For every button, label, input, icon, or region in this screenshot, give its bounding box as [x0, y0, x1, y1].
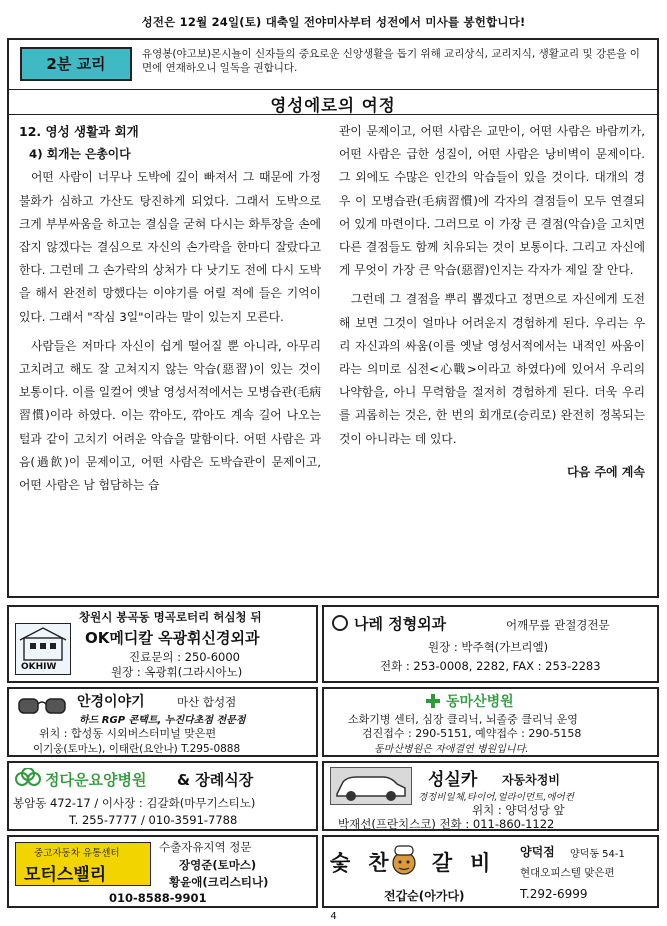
ad-galbi-near: 현대오피스텔 맞은편: [520, 867, 615, 879]
ad-jeongdaun-phone: T. 255-7777 / 010-3591-7788: [69, 813, 238, 827]
top-notice: 성전은 12월 24일(토) 대축일 전야미사부터 성전에서 미사를 봉헌합니다!: [141, 15, 526, 29]
ad-motors-top: 중고자동차 유통센터: [34, 848, 120, 859]
paragraph: 그런데 그 결점을 뿌리 뽑겠다고 정면으로 자신에게 도전해 보면 그것이 얼마나 어려운지 경험하게 된다. 우리는 우리 자신과의 싸움(이를 옛날 영성서적에서는 내적인 싸움이라는 의미로 심전<心戰>이라고 하였다)에 있어서 우리의 나약함을, 아니 무력함을 절저히 경험하게 된다. 더욱 우리를 괴롭히는 것은, 한 번의 회개로(승리로) 완전히 정복되는 것이 아니라는 데 있다.: [339, 292, 645, 446]
column-intro: 유영봉(야고보)몬시뇰이 신자들의 중요로운 신앙생활을 돕기 위해 교리상식, 교리지식, 생활교리 및 강론을 이 면에 연재하오니 일독을 권합니다.: [142, 48, 640, 74]
article-column-right: [339, 120, 645, 484]
ad-motors-valley: [7, 835, 318, 908]
ad-galbi: [322, 835, 659, 908]
ad-eyeglass-loc: 마산 합성점: [177, 695, 237, 709]
car-photo: [330, 767, 412, 805]
ad-dongmasan-l2: 검진접수 : 290-5151, 예약접수 : 290-5158: [362, 727, 582, 740]
ad-motors-phone: 010-8588-9901: [109, 891, 207, 905]
page-number: 4: [330, 911, 337, 922]
ad-galbi-branch: 양덕점: [520, 845, 555, 859]
ad-eyeglass-owner: 이기웅(토마노), 이태란(요안나) T.295-0888: [33, 743, 241, 755]
ok-logo-text: OKHIW: [21, 662, 57, 672]
ad-dongmasan-name: 동마산병원: [446, 694, 514, 710]
article-frame: [7, 38, 659, 598]
ad-eyeglass: [7, 687, 318, 757]
ad-jeongdaun: [7, 761, 318, 831]
ad-dongmasan-l1: 소화기병 센터, 심장 클리닉, 뇌졸중 클리닉 운영: [348, 713, 578, 726]
ad-car-desc: 경정비일체,타이어,얼라이먼트,에어컨: [418, 792, 574, 803]
ad-galbi-name: 숯찬 갈비: [330, 850, 509, 875]
paragraph: 어떤 사람이 너무나 도박에 깊이 빠져서 그 때문에 가정불화가 심하고 가산도 탕진하게 되었다. 그래서 도박으로 크게 부부싸움을 하고는 결심을 굳혀 다시는 화투장을 손에 잡지 않겠다는 결심으로 자신의 손가락을 한마디 잘랐다고 한다. 그런데 그 손가락의 상처가 다 낫기도 전에 다시 도박을 해서 완전히 망했다는 이야기를 어릴 적에 들은 기억이 있다. 그래서 "작심 3일"이라는 말이 있는지 모른다.: [19, 170, 321, 324]
flower-logo-icon: [15, 768, 41, 790]
ad-ok-address: 창원시 봉곡동 명곡로터리 허심청 뒤: [79, 610, 262, 624]
ad-nare-name: 나레 정형외과: [354, 615, 447, 633]
ad-car-owner: 박재선(프란치스코) 전화 : 011-860-1122: [338, 817, 555, 831]
ad-motors-p2: 황윤애(크리스티나): [169, 875, 269, 889]
cross-icon: [426, 694, 440, 708]
ad-galbi-addr: 양덕동 54-1: [570, 849, 625, 860]
galbi-logo: [330, 841, 509, 881]
glasses-icon: [17, 693, 67, 719]
ad-car-loc: 위치 : 양덕성당 앞: [472, 803, 565, 817]
ad-car-sub: 자동차정비: [502, 773, 560, 787]
header-bar: [9, 40, 657, 90]
ad-nare-phone: 전화 : 253-0008, 2282, FAX : 253-2283: [380, 659, 601, 673]
nare-logo-icon: [332, 615, 348, 631]
title-divider: [9, 114, 657, 115]
ok-logo-icon: [15, 623, 71, 675]
continued-note: 다음 주에 계속: [567, 464, 645, 479]
ad-seongsil-car: [322, 761, 659, 831]
ad-motors-slogan: 수출자유지역 정문: [159, 840, 252, 854]
ad-dongmasan: [322, 687, 659, 757]
ad-ok-medical: [7, 605, 318, 683]
ad-nare: [322, 605, 659, 683]
ad-ok-name: OK메디칼 옥광휘신경외과: [85, 629, 260, 647]
ad-eyeglass-addr: 위치 : 합성동 시외버스터미널 맞은편: [39, 727, 217, 740]
ad-motors-name: 모터스밸리: [24, 865, 107, 885]
ad-ok-phone: 진료문의 : 250-6000: [129, 650, 240, 664]
ad-eyeglass-desc: 하드 RGP 콘택트, 누진다초점 전문점: [79, 715, 246, 726]
article-title: 영성에로의 여정: [270, 96, 396, 115]
article-column-left: [19, 120, 321, 497]
paragraph: 사람들은 저마다 자신이 쉽게 떨어질 뿐 아니라, 아무리 고치려고 해도 잘 고쳐지지 않는 악습(惡習)이 있는 것이 보통이다. 이를 일컬어 옛날 영성서적에서는 모병습관(毛病習慣)이라 하였다. 이는 깎아도, 깎아도 계속 길어 나오는 털과 같이 고치기 어려운 악습을 말함이다. 어떤 사람은 과음(過飮)이 문제이고, 어떤 사람은 도박습관이 문제이고, 어떤 사람은 남 험담하는 습: [19, 338, 321, 493]
ad-dongmasan-l3: 동마산병원은 자애결연 병원입니다.: [374, 744, 529, 755]
ad-galbi-owner: 전갑순(아가다): [384, 889, 465, 903]
subsection-heading: 4) 회개는 은총이다: [29, 147, 131, 162]
column-tag: 2분 교리: [20, 47, 132, 81]
ad-jeongdaun-name: 정다운요양병원: [45, 771, 147, 789]
ad-eyeglass-name: 안경이야기: [77, 694, 145, 710]
ad-galbi-phone: T.292-6999: [520, 887, 588, 901]
paragraph: 관이 문제이고, 어떤 사람은 교만이, 어떤 사람은 바람끼가, 어떤 사람은 급한 성질이, 어떤 사람은 낭비벽이 문제이다. 그 외에도 수많은 인간의 악습들이 있을 것이다. 대개의 경우 이 모병습관(毛病習慣)에 각자의 결점들이 모두 연결되어 있게 마련이다. 그러므로 이 가장 큰 결점(악습)을 고치면 다른 결점들도 함께 치유되는 것이 보통이다. 그리고 자신에게 무엇이 가장 큰 악습(惡習)인지는 각자가 제일 잘 안다.: [339, 124, 645, 278]
ad-ok-director: 원장 : 옥광휘(그라시아노): [111, 665, 243, 679]
ad-motors-p1: 장영준(토마스): [179, 858, 257, 872]
section-heading: 12. 영성 생활과 회개: [19, 124, 139, 139]
ad-jeongdaun-sub: & 장례식장: [177, 771, 254, 789]
ad-nare-director: 원장 : 박주혁(가브리엘): [428, 640, 549, 654]
ad-car-name: 성실카: [428, 770, 478, 790]
motors-badge: [15, 842, 151, 886]
ad-nare-spec: 어깨무릎 관절경전문: [506, 618, 610, 632]
ad-jeongdaun-addr: 봉암동 472-17 / 이사장 : 김갈화(마무기스티노): [13, 796, 256, 810]
